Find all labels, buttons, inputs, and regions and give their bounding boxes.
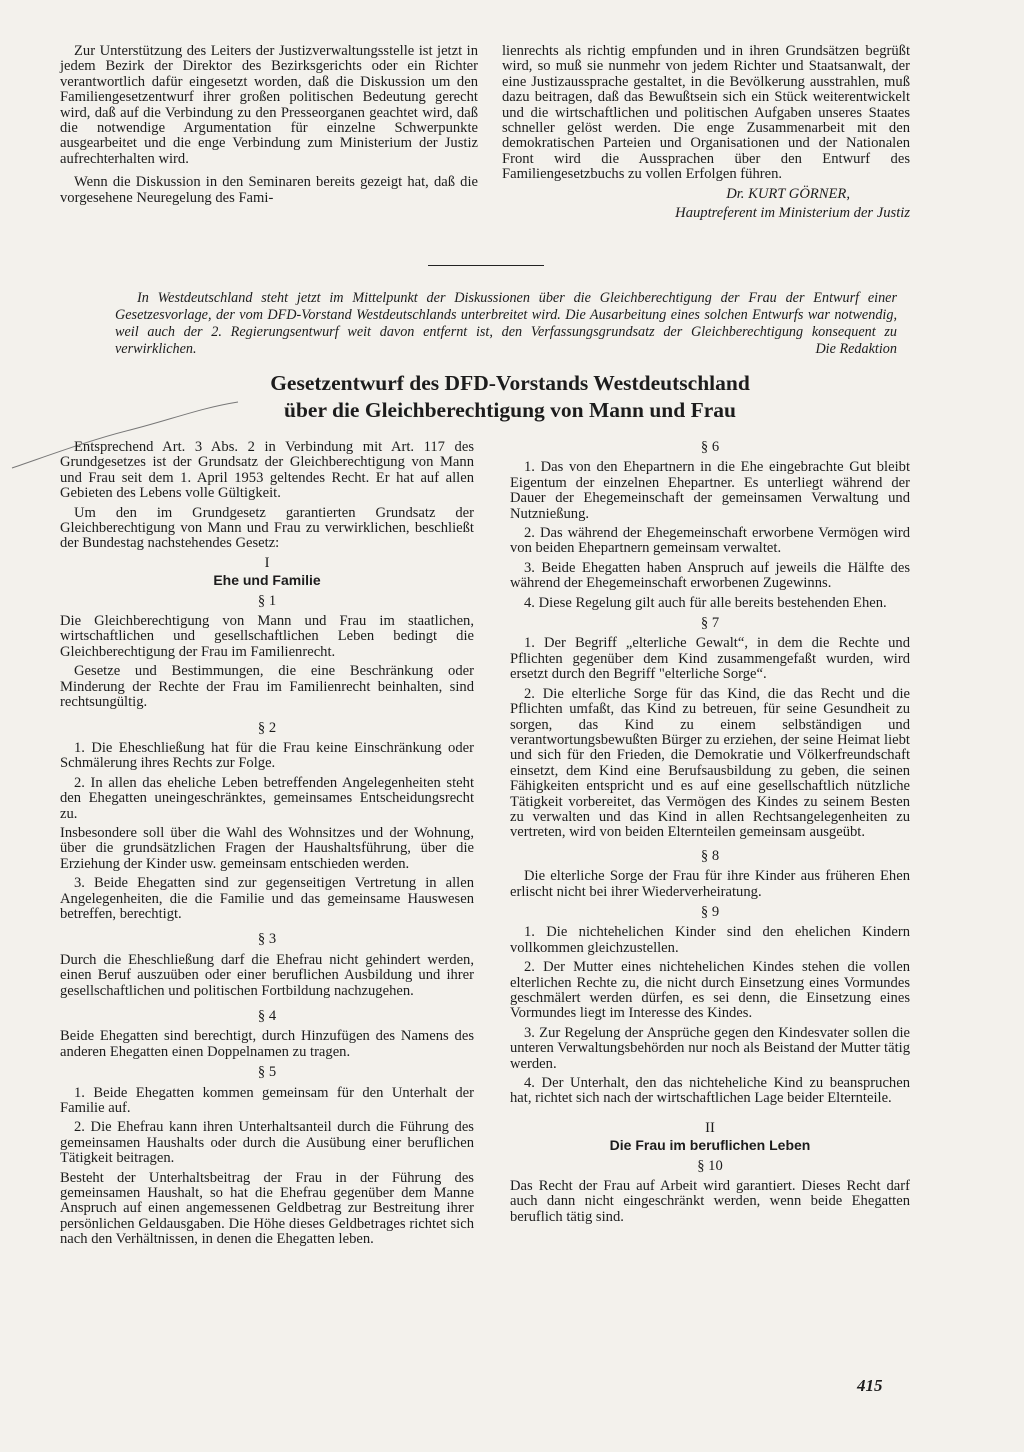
article-title <box>150 370 870 424</box>
section-number: § 5 <box>257 1064 277 1081</box>
paragraph: 3. Beide Ehegatten sind zur gegenseitigen Vertretung in allen Angelegenheiten, die die Familie und das gemeinsame Hauswesen betreffen, berechtigt. <box>60 875 474 922</box>
paragraph: Durch die Eheschließung darf die Ehefrau nicht gehindert werden, einen Beruf auszuüben oder einer beruflichen Ausbildung und ihrer gesellschaftlichen und politischen Fortbildung nachzugehen. <box>60 951 474 999</box>
editorial-note <box>115 290 897 358</box>
paragraph: Um den im Grundgesetz garantierten Grundsatz der Gleichberechtigung von Mann und Frau zu verwirklichen, beschließt der Bundestag nachstehendes Gesetz: <box>60 504 474 552</box>
body-left-column <box>60 440 474 1252</box>
paragraph: 1. Das von den Ehepartnern in die Ehe eingebrachte Gut bleibt Eigentum der einzelnen Ehepartner. Es unterliegt während der Dauer der Ehegemeinschaft der gemeinsamen Verwaltung und Nutznießung. <box>510 459 910 522</box>
paragraph: Insbesondere soll über die Wahl des Wohnsitzes und der Wohnung, über die grundsätzlichen Fragen der Haushaltsführung, über die Erziehung der Kinder usw. gemeinsam entschieden werden. <box>60 824 474 872</box>
paragraph: 4. Der Unterhalt, den das nichteheliche Kind zu beanspruchen hat, richtet sich nach der wirtschaftlichen Lage beider Elternteile. <box>510 1075 910 1107</box>
paragraph: Wenn die Diskussion in den Seminaren bereits gezeigt hat, daß die vorgesehene Neuregelung des Fami- <box>60 174 478 206</box>
section-number: § 3 <box>257 931 277 948</box>
paragraph: Die Gleichberechtigung von Mann und Frau im staatlichen, wirtschaftlichen und gesellschaftlichen Leben bedingt die Gleichberechtigung der Frau im Familienrecht. <box>60 613 474 660</box>
paragraph: 2. Die Ehefrau kann ihren Unterhaltsanteil durch die Führung des gemeinsamen Haushalts oder durch die Ausübung einer beruflichen Tätigkeit beitragen. <box>60 1119 474 1167</box>
page-number: 415 <box>857 1376 883 1395</box>
paragraph: Die elterliche Sorge der Frau für ihre Kinder aus früheren Ehen erlischt nicht bei ihrer Wiederverheiratung. <box>510 868 910 900</box>
section-number: § 9 <box>700 903 720 920</box>
paragraph: 2. Der Mutter eines nichtehelichen Kindes stehen die vollen elterlichen Rechte zu, die nicht durch Einsetzung eines Vormundes geschmälert werden dürfen, es sei denn, die Einsetzung eines Vormundes liegt im Interesse des Kindes. <box>510 959 910 1022</box>
paragraph: 3. Beide Ehegatten haben Anspruch auf jeweils die Hälfte des während der Ehegemeinschaft erworbenen Zugewinns. <box>510 559 910 592</box>
paragraph: Entsprechend Art. 3 Abs. 2 in Verbindung mit Art. 117 des Grundgesetzes ist der Grundsatz der Gleichberechtigung von Mann und Frau seit dem 1. April 1953 geltendes Recht. Er hat auf allen Gebieten des Lebens volle Gültigkeit. <box>60 439 474 502</box>
paragraph: 2. Das während der Ehegemeinschaft erworbene Vermögen wird von beiden Ehepartnern gemeinsam verwaltet. <box>510 525 910 557</box>
editorial-signature: Die Redaktion <box>815 341 897 357</box>
body-right-column <box>510 440 910 1229</box>
title-line-1: Gesetzentwurf des DFD-Vorstands Westdeutschland <box>270 371 750 395</box>
top-right-column <box>502 44 910 225</box>
paragraph: lienrechts als richtig empfunden und in ihren Grundsätzen begrüßt wird, so muß sie nunmehr von jedem Richter und Staatsanwalt, der eine Justizaussprache gestaltet, in die Bevölkerung ausstrahlen, muß dazu beitragen, daß das Bewußtsein sich ein Stück weiterentwickelt und die wirtschaftlichen und politischen Aufgaben unseres Staates schneller gelöst werden. Die enge Zusammenarbeit mit den demokratischen Parteien und Organisationen und der Nationalen Front wird die Aussprachen über den Entwurf des Familiengesetzbuchs zu vollen Erfolgen führen. <box>502 43 910 183</box>
section-number: § 8 <box>700 847 720 864</box>
paragraph: 2. In allen das eheliche Leben betreffenden Angelegenheiten steht den Ehegatten uneingeschränktes, gemeinsames Entscheidungsrecht zu. <box>60 774 474 822</box>
paragraph: Zur Unterstützung des Leiters der Justizverwaltungsstelle ist jetzt in jedem Bezirk der Direktor des Bezirksgerichts oder ein Richter verantwortlich dafür eingesetzt worden, daß die Diskussion um den Familiengesetzentwurf ihrer großen politischen Bedeutung gerecht wird, daß auf die Verbindung zu den Presseorganen geachtet wird, daß die notwendige Argumentation für einzelne Schwerpunkte ausgearbeitet und die enge Verbindung zum Ministerium der Justiz aufrechterhalten wird. <box>60 43 478 167</box>
paragraph: 4. Diese Regelung gilt auch für alle bereits bestehenden Ehen. <box>524 594 887 611</box>
paragraph: Das Recht der Frau auf Arbeit wird garantiert. Dieses Recht darf auch dann nicht eingeschränkt werden, wenn beide Ehegatten beruflich tätig sind. <box>510 1178 910 1225</box>
part-heading: Ehe und Familie <box>213 572 321 589</box>
paragraph: 3. Zur Regelung der Ansprüche gegen den Kindesvater sollen die unteren Verwaltungsbehörden nur noch als Beistand der Mutter tätig werden. <box>510 1024 910 1072</box>
paragraph: 1. Die Eheschließung hat für die Frau keine Einschränkung oder Schmälerung ihres Rechts zur Folge. <box>60 739 474 772</box>
author-name: Dr. KURT GÖRNER, <box>726 185 850 202</box>
title-line-2: über die Gleichberechtigung von Mann und Frau <box>284 398 736 422</box>
author-title: Hauptreferent im Ministerium der Justiz <box>675 205 910 222</box>
paragraph: 1. Der Begriff „elterliche Gewalt“, in dem die Rechte und Pflichten gegenüber dem Kind zusammengefaßt wurden, wird ersetzt durch den Begriff "elterliche Sorge“. <box>510 635 910 683</box>
section-number: § 1 <box>257 592 277 609</box>
section-number: § 4 <box>257 1008 277 1024</box>
section-number: § 7 <box>700 615 720 632</box>
paragraph: 1. Beide Ehegatten kommen gemeinsam für den Unterhalt der Familie auf. <box>60 1084 474 1117</box>
paragraph: 1. Die nichtehelichen Kinder sind den ehelichen Kindern vollkommen gleichzustellen. <box>510 924 910 956</box>
section-divider <box>428 265 544 266</box>
section-number: § 6 <box>700 439 720 455</box>
top-left-column <box>60 44 478 210</box>
paragraph: Beide Ehegatten sind berechtigt, durch Hinzufügen des Namens des anderen Ehegatten einen Doppelnamen zu tragen. <box>60 1028 474 1060</box>
paragraph: Besteht der Unterhaltsbeitrag der Frau in der Führung des gemeinsamen Haushalt, so hat die Ehefrau gegenüber dem Manne Anspruch auf einen angemessenen Geldbetrag zur Bestreitung ihrer persönlichen Geldausgaben. Die Höhe dieses Geldbetrages richtet sich nach den Verhältnissen, in denen die Ehegatten leben. <box>60 1169 474 1248</box>
section-number: § 10 <box>697 1157 723 1174</box>
part-number: I <box>264 554 270 571</box>
paragraph: 2. Die elterliche Sorge für das Kind, die das Recht und die Pflichten umfaßt, das Kind zu betreuen, für seine Gesundheit zu sorgen, das Kind zu einem selbständigen und verantwortungsbewußten Bürger zu erziehen, der seine Heimat liebt und sich für den Frieden, die Demokratie und Völkerfreundschaft einsetzt, dem Kind eine Berufsausbildung zu geben, die seinen Fähigkeiten entspricht und es auf eine gesellschaftlich nützliche Tätigkeit vorbereitet, das Vermögen des Kindes zu seinem Besten zu verwalten und das Kind in allen Rechtsangelegenheiten zu vertreten, wird von beiden Elternteilen gemeinsam ausgeübt. <box>510 685 910 841</box>
editorial-text: In Westdeutschland steht jetzt im Mittelpunkt der Diskussionen über die Gleichberechtigung der Frau der Entwurf einer Gesetzesvorlage, der vom DFD-Vorstand Westdeutschlands unterbreitet wird. Die Ausarbeitung eines solchen Entwurfs war notwendig, weil auch der 2. Regierungsentwurf weit davon entfernt ist, den Verfassungsgrundsatz der Gleichberechtigung konsequent zu verwirklichen. <box>115 290 897 357</box>
section-number: § 2 <box>257 719 277 736</box>
part-number: II <box>705 1119 715 1136</box>
part-heading: Die Frau im beruflichen Leben <box>609 1137 811 1154</box>
paragraph: Gesetze und Bestimmungen, die eine Beschränkung oder Minderung der Rechte der Frau im Familienrecht beinhalten, sind rechtsungültig. <box>60 663 474 711</box>
